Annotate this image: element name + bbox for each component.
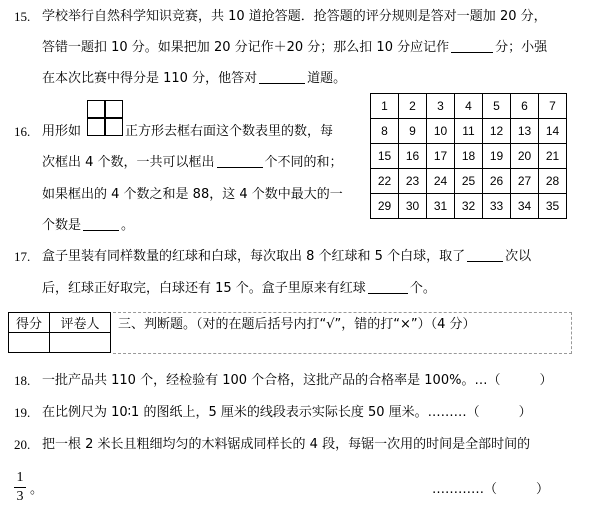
table-row (371, 194, 567, 219)
table-cell: 2 (399, 94, 427, 119)
table-cell: 8 (371, 119, 399, 144)
q16-answer-blank-2[interactable] (83, 217, 119, 231)
q17-line1-tail: 次以 (505, 249, 532, 264)
q17-line2 (42, 280, 436, 298)
q17-line2-text: 后，红球正好取完，白球还有 15 个。盒子里原来有红球 (42, 281, 366, 296)
table-cell: 17 (427, 144, 455, 169)
table-cell: 33 (483, 194, 511, 219)
table-cell: 29 (371, 194, 399, 219)
q15-line3-tail: 道题。 (307, 71, 347, 86)
square-frame-figure (87, 100, 123, 136)
table-cell: 12 (483, 119, 511, 144)
square-cell (105, 118, 123, 136)
q16-line3: 如果框出的 4 个数之和是 88，这 4 个数中最大的一 (42, 187, 343, 202)
table-cell: 14 (539, 119, 567, 144)
square-cell (105, 100, 123, 118)
q16-line2-tail: 个不同的和； (264, 155, 343, 170)
q17-answer-blank-2[interactable] (368, 280, 408, 294)
fraction-denominator: 3 (16, 489, 24, 504)
score-cell[interactable] (9, 333, 50, 353)
q20-number: 20. (14, 437, 31, 452)
square-cell (87, 100, 105, 118)
table-cell: 7 (539, 94, 567, 119)
q16-line4-text: 个数是 (42, 218, 82, 233)
fraction-one-third (14, 470, 26, 505)
q15-answer-blank-2[interactable] (259, 70, 305, 84)
score-table-input-row (9, 333, 111, 353)
table-cell: 6 (511, 94, 539, 119)
q16-line4 (42, 217, 134, 235)
grader-cell[interactable] (50, 333, 111, 353)
q17-line1-text: 盒子里装有同样数量的红球和白球，每次取出 8 个红球和 5 个白球，取了 (42, 249, 466, 264)
q15-line2-tail: 分；小强 (495, 40, 548, 55)
fraction-bar (14, 487, 26, 488)
q17-line2-tail: 个。 (409, 281, 436, 296)
table-cell: 28 (539, 169, 567, 194)
q20-tail: 。 (30, 482, 44, 497)
q19-number: 19. (14, 405, 31, 420)
q16-line2-text: 次框出 4 个数，一共可以框出 (42, 155, 215, 170)
table-cell: 9 (399, 119, 427, 144)
table-cell: 21 (539, 144, 567, 169)
q16-answer-blank-1[interactable] (217, 154, 263, 168)
fraction-numerator: 1 (16, 470, 24, 485)
q15-line2-text: 答错一题扣 10 分。如果把加 20 分记作＋20 分；那么扣 10 分应记作 (42, 40, 450, 55)
number-table (370, 93, 567, 219)
table-cell: 15 (371, 144, 399, 169)
table-cell: 31 (427, 194, 455, 219)
table-row (371, 94, 567, 119)
q15-line3 (42, 70, 346, 88)
q17-answer-blank-1[interactable] (467, 248, 503, 262)
q16-line1-start: 用形如 (42, 124, 82, 139)
table-cell: 32 (455, 194, 483, 219)
table-cell: 4 (455, 94, 483, 119)
table-cell: 27 (511, 169, 539, 194)
table-row (371, 119, 567, 144)
score-label: 得分 (9, 313, 50, 333)
q15-answer-blank-1[interactable] (451, 39, 493, 53)
table-cell: 30 (399, 194, 427, 219)
q20-answer-paren[interactable]: …………（ ） (432, 482, 550, 497)
table-cell: 25 (455, 169, 483, 194)
table-cell: 19 (483, 144, 511, 169)
table-row (371, 169, 567, 194)
table-cell: 20 (511, 144, 539, 169)
q18-text: 一批产品共 110 个，经检验有 100 个合格，这批产品的合格率是 100%。…（ ） (42, 373, 553, 388)
q16-line2 (42, 154, 343, 172)
q17-line1 (42, 248, 531, 266)
score-table (8, 312, 111, 353)
q18-number: 18. (14, 373, 31, 388)
table-cell: 5 (483, 94, 511, 119)
q15-number: 15. (14, 9, 31, 24)
table-cell: 34 (511, 194, 539, 219)
q15-line1: 学校举行自然科学知识竞赛，共 10 道抢答题．抢答题的评分规则是答对一题加 20 分， (42, 9, 547, 24)
section-title: 三、判断题。（对的在题后括号内打“√”，错的打“×”）（4 分） (118, 317, 476, 332)
table-cell: 22 (371, 169, 399, 194)
table-cell: 16 (399, 144, 427, 169)
score-table-header-row (9, 313, 111, 333)
q15-line2 (42, 39, 547, 57)
table-cell: 10 (427, 119, 455, 144)
q16-number: 16. (14, 124, 31, 139)
table-cell: 35 (539, 194, 567, 219)
q17-number: 17. (14, 249, 31, 264)
table-cell: 26 (483, 169, 511, 194)
grader-label: 评卷人 (50, 313, 111, 333)
q19-text: 在比例尺为 10∶1 的图纸上，5 厘米的线段表示实际长度 50 厘米。………（ ） (42, 405, 532, 420)
table-cell: 13 (511, 119, 539, 144)
table-cell: 23 (399, 169, 427, 194)
q16-line4-tail: 。 (121, 218, 135, 233)
q15-line3-text: 在本次比赛中得分是 110 分，他答对 (42, 71, 258, 86)
table-cell: 11 (455, 119, 483, 144)
q16-line1-end: 正方形去框右面这个数表里的数，每 (125, 124, 334, 139)
table-cell: 3 (427, 94, 455, 119)
table-cell: 24 (427, 169, 455, 194)
table-cell: 1 (371, 94, 399, 119)
table-row (371, 144, 567, 169)
square-cell (87, 118, 105, 136)
table-cell: 18 (455, 144, 483, 169)
q20-text: 把一根 2 米长且粗细均匀的木料锯成同样长的 4 段，每锯一次用的时间是全部时间的 (42, 437, 531, 452)
